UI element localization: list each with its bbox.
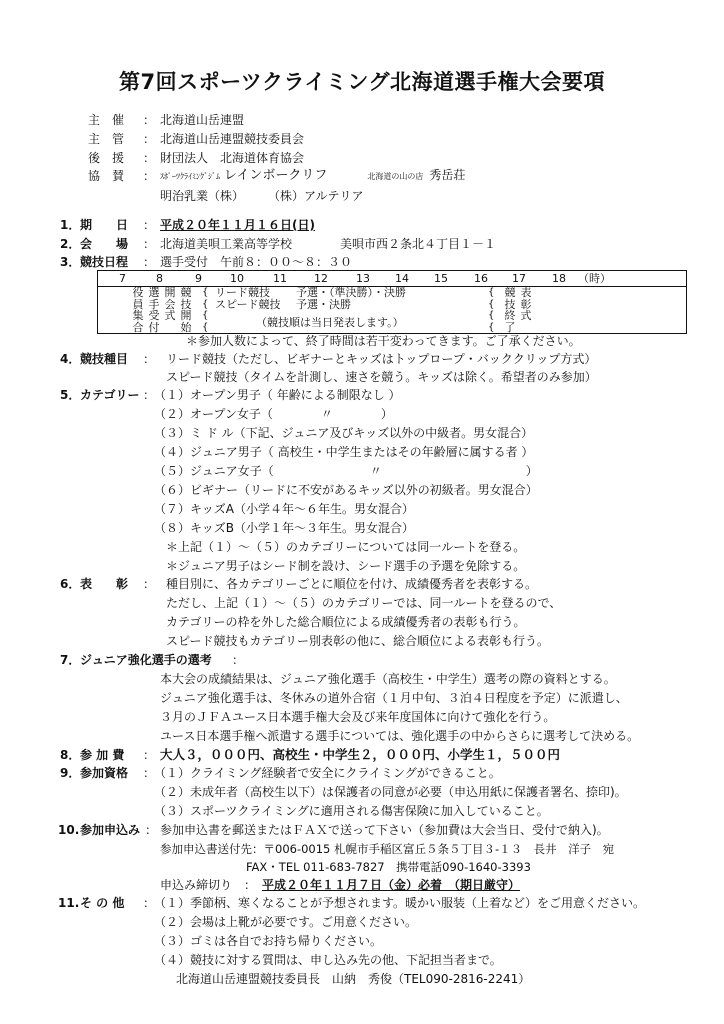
s3-reception: 選手受付 午前８：００～８：３０ xyxy=(160,255,353,269)
value-support: 財団法人 北海道体育協会 xyxy=(160,151,305,165)
hour-label: 18 xyxy=(552,272,566,285)
colon: ： xyxy=(143,748,156,762)
category-note: ＊上記（１）～（５）のカテゴリーについては同一ルートを登る。 xyxy=(166,540,526,554)
hour-label: 10 xyxy=(230,272,244,285)
s8-label: 参 加 費 xyxy=(80,748,125,762)
s7-line: ３月のＪＦＡユース日本選手権大会及び来年度国体に向けて強化を行う。 xyxy=(160,710,556,724)
s6-line: 種目別に、各カテゴリーごとに順位を付け、成績優秀者を表彰する。 xyxy=(166,577,538,591)
colon: ： xyxy=(143,132,156,146)
s7-num: 7． xyxy=(60,653,81,667)
s11-contact: 北海道山岳連盟競技委員長 山納 秀俊（TEL090-2816-2241） xyxy=(176,972,531,986)
s4-label: 競技種目 xyxy=(80,352,129,366)
s5-num: 5． xyxy=(60,388,81,402)
colon: ： xyxy=(143,352,156,366)
colon: ： xyxy=(232,653,245,667)
s8-fee: 大人３，０００円、高校生・中学生２，０００円、小学生１，５００円 xyxy=(160,747,561,762)
s10-phone: FAX・TEL 011-683-7827 携帯電話090-1640-3393 xyxy=(246,860,531,874)
hour-unit: （時） xyxy=(578,272,611,285)
s2-venue: 北海道美唄工業高等学校 xyxy=(160,237,293,251)
col-award: 表 彰 式 xyxy=(520,286,532,322)
colon: ： xyxy=(143,577,156,591)
s6-line: スピード競技もカテゴリー別表彰の他に、総合順位による表彰も行う。 xyxy=(166,634,550,648)
category-note: ＊ジュニア男子はシード制を設け、シード選手の予選を免除する。 xyxy=(166,559,526,573)
s9-line: （３）スポーツクライミングに適用される傷害保険に加入していること。 xyxy=(154,804,549,818)
sponsor3: 明治乳業（株） xyxy=(160,189,245,203)
s3-note: ＊参加人数によって、終了時間は若干変わってきます。ご了承ください。 xyxy=(186,334,581,348)
s3-label: 競技日程 xyxy=(80,255,129,269)
category-item: （７）キッズA（小学４年～６年生。男女混合） xyxy=(154,502,414,516)
sponsor2-prefix: 北海道の山の店 xyxy=(367,172,424,181)
s7-line: ジュニア強化選手は、冬休みの道外合宿（１月中旬、３泊４日程度を予定）に派遣し、 xyxy=(160,691,628,705)
s10-num: 10. xyxy=(58,823,80,837)
s11-line: （２）会場は上靴が必要です。ご用意ください。 xyxy=(154,915,418,929)
colon: ： xyxy=(145,823,158,837)
colon: ： xyxy=(143,169,156,183)
hour-label: 7 xyxy=(119,272,126,285)
colon: ： xyxy=(143,218,156,232)
s4-line: リード競技（ただし、ビギナーとキッズはトップロープ・バッククリップ方式） xyxy=(166,352,597,366)
wave-mark: { { { { xyxy=(202,287,209,333)
s6-num: 6． xyxy=(60,577,81,591)
colon: ： xyxy=(143,237,156,251)
sponsor2: 秀岳荘 xyxy=(429,168,466,182)
s8-num: 8． xyxy=(60,748,81,762)
lead-event: リード競技 xyxy=(215,286,270,299)
col-opening: 開 会 式 xyxy=(164,286,176,322)
s1-num: 1． xyxy=(60,218,81,232)
hour-label: 9 xyxy=(195,272,202,285)
colon: ： xyxy=(143,255,156,269)
sponsor4: （株）アルテリア xyxy=(268,189,364,203)
hour-label: 16 xyxy=(474,272,488,285)
s2-address: 美唄市西２条北４丁目１－１ xyxy=(340,237,497,251)
label-host: 主 催 xyxy=(88,113,125,127)
s7-line: ユース日本選手権へ派遣する選手については、強化選手の中からさらに選考して決める。 xyxy=(160,729,640,743)
s6-label: 表 彰 xyxy=(80,577,129,591)
value-manager: 北海道山岳連盟競技委員会 xyxy=(160,132,305,146)
schedule-table xyxy=(97,270,687,334)
s10-deadline: 平成２０年１１月７日（金）必着 （期日厳守） xyxy=(262,878,521,892)
lead-rounds: 予選・（準決勝）・決勝 xyxy=(296,286,406,299)
s2-num: 2． xyxy=(60,237,81,251)
s11-line: （１）季節柄、寒くなることが予想されます。暖かい服装（上着など）をご用意ください。 xyxy=(154,896,646,910)
category-item: （８）キッズB（小学１年～３年生。男女混合） xyxy=(154,521,414,535)
colon: ： xyxy=(143,896,156,910)
hour-label: 17 xyxy=(512,272,526,285)
hour-label: 11 xyxy=(273,272,287,285)
col-start: 競 技 開 始 xyxy=(180,286,192,334)
col-end: 競 技 終 了 xyxy=(504,286,516,334)
hour-label: 12 xyxy=(314,272,328,285)
category-item: （３）ミ ド ル（下記、ジュニア及びキッズ以外の中級者。男女混合） xyxy=(154,426,534,440)
hour-label: 15 xyxy=(434,272,448,285)
label-support: 後 援 xyxy=(88,151,125,165)
colon: ： xyxy=(143,113,156,127)
sponsor-row xyxy=(160,167,465,185)
hour-label: 8 xyxy=(156,272,163,285)
sponsor1-prefix: ｽﾎﾟｰﾂｸﾗｲﾐﾝｸﾞｼﾞﾑ xyxy=(160,172,220,181)
colon: ： xyxy=(143,151,156,165)
colon: ： xyxy=(143,766,156,780)
s11-line: （３）ゴミは各自でお持ち帰りください。 xyxy=(154,934,383,948)
category-item: （４）ジュニア男子（ 高校生・中学生またはその年齢層に属する者 ） xyxy=(154,445,534,459)
s10-address: 参加申込書送付先：〒006-0015 札幌市手稲区富丘５条５丁目３-１３ 長井 洋子 宛 xyxy=(160,842,615,856)
s6-line: カテゴリーの枠を外した総合順位による成績優秀者の表彰も行う。 xyxy=(166,615,526,629)
wave-mark: { { { { xyxy=(488,287,495,333)
category-item: （２）オープン女子（ 〃 ） xyxy=(154,407,393,421)
s6-line: ただし、上記（１）～（５）のカテゴリーでは、同一ルートを登るので、 xyxy=(166,596,562,610)
category-item: （６）ビギナー（リードに不安があるキッズ以外の初級者。男女混合） xyxy=(154,483,538,497)
s10-label: 参加申込み xyxy=(80,823,141,837)
s11-line: （４）競技に対する質問は、申し込み先の他、下記担当者まで。 xyxy=(154,953,502,967)
colon: ： xyxy=(143,388,156,402)
s1-date: 平成２０年１１月１６日(日) xyxy=(160,218,315,232)
s10-line: 参加申込書を郵送またはＦＡＸで送って下さい（参加費は大会当日、受付で納入)。 xyxy=(160,823,609,837)
hour-label: 13 xyxy=(356,272,370,285)
s5-label: カテゴリー xyxy=(80,388,140,402)
category-item: （１）オープン男子（ 年齢による制限なし ） xyxy=(154,388,401,402)
sponsor1: レインボークリフ xyxy=(224,168,328,183)
s2-label: 会 場 xyxy=(80,237,129,251)
label-manager: 主 管 xyxy=(88,132,125,146)
s4-num: 4． xyxy=(60,352,81,366)
col-staff-gather: 役 員 集 合 xyxy=(132,286,144,334)
s7-line: 本大会の成績結果は、ジュニア強化選手（高校生・中学生）選考の際の資料とする。 xyxy=(160,672,616,686)
s11-num: 11. xyxy=(58,896,80,910)
s11-label: そ の 他 xyxy=(80,896,125,910)
s4-line: スピード競技（タイムを計測し、速さを競う。キッズは除く。希望者のみ参加） xyxy=(166,370,597,384)
label-sponsor: 協 賛 xyxy=(88,169,125,183)
category-item: （５）ジュニア女子（ 〃 ） xyxy=(154,464,538,478)
speed-rounds: 予選・決勝 xyxy=(296,298,351,311)
s9-num: 9． xyxy=(60,766,81,780)
s9-label: 参加資格 xyxy=(80,766,129,780)
s3-num: 3． xyxy=(60,255,81,269)
value-host: 北海道山岳連盟 xyxy=(160,113,245,127)
col-reception: 選 手 受 付 xyxy=(148,286,160,334)
s1-label: 期 日 xyxy=(80,218,129,232)
s7-label: ジュニア強化選手の選考 xyxy=(80,653,212,667)
hour-label: 14 xyxy=(395,272,409,285)
s10-deadline-label: 申込み締切り ： xyxy=(160,878,257,892)
page-title: 第7回スポーツクライミング北海道選手権大会要項 xyxy=(118,70,605,94)
order-note: （競技順は当日発表します。） xyxy=(256,316,404,329)
speed-event: スピード競技 xyxy=(215,298,281,311)
s9-line: （１）クライミング経験者で安全にクライミングができること。 xyxy=(154,766,501,780)
s9-line: （２）未成年者（高校生以下）は保護者の同意が必要（申込用紙に保護者署名、捺印)。 xyxy=(154,785,627,799)
